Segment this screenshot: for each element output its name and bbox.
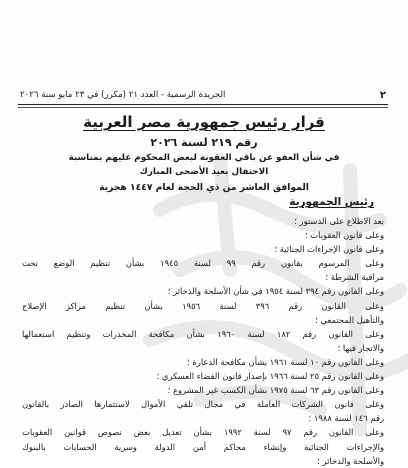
body-line: وعلى المرسوم بقانون رقم ٩٩ لسنة ١٩٤٥ بشأن تنظيم الوضع تحت: [22, 258, 384, 269]
body-line: وعلى القانون رقم ١٨٢ لسنة ١٩٦٠ بشأن مكافحة المخدرات وتنظيم استعمالها: [22, 328, 384, 339]
body-line: مراقبة الشرطة ؛: [325, 272, 384, 283]
body-line: بعد الاطلاع على الدستور ؛: [294, 216, 384, 226]
decree-subject-line: الاحتفال بعيد الأضحى المبارك: [139, 167, 269, 177]
decree-date: الموافق العاشر من ذي الحجة لعام ١٤٤٧ هجرية: [99, 182, 309, 193]
body-line: وعلى القانون رقم ٣٩٦ لسنة ١٩٥٦ بشأن تنظيم مراكز الإصلاح: [22, 300, 384, 311]
body-line: وعلى القانون رقم ٢٥ لسنة ١٩٦٦ بإصدار قانون القضاء العسكري ؛: [156, 371, 384, 382]
body-line: وعلى القانون رقم ٣٩٤ لسنة ١٩٥٤ في شأن الأسلحة والذخائر ؛: [167, 286, 384, 297]
header-rule: [18, 104, 388, 105]
body-line: وعلى قانون الشركات العاملة في مجال تلقي الأموال لاستثمارها الصادر بالقانون: [22, 399, 384, 410]
running-head: [20, 88, 386, 102]
decree-title: قرار رئيس جمهورية مصر العربية: [83, 113, 325, 131]
body-line: وعلى القانون رقم ١٠ لسنة ١٩٦١ بشأن مكافحة الدعارة ؛: [187, 356, 384, 367]
body-line: وعلى القانون رقم ٦٣ لسنة ١٩٧٥ بشأن الكسب غير المشروع ؛: [167, 385, 384, 396]
president-heading: رئيس الجمهورية: [289, 196, 374, 208]
decree-subject: [50, 151, 358, 179]
page-number: ٢: [379, 89, 386, 101]
body-line: والتأهيل المجتمعي ؛: [315, 314, 384, 325]
body-line: والإجراءات الجنائية وإنشاء محاكم أمن الدولة وسرية الحسابات بالبنوك: [22, 441, 384, 452]
decree-subject-line: في شأن العفو عن باقي العقوبة لبعض المحكوم عليهم بمناسبة: [68, 153, 340, 163]
body-line: وعلى قانون الإجراءات الجنائية ؛: [274, 244, 384, 255]
issue-line: الجريدة الرسمية - العدد ٢١ (مكرر) في ٢٣ مايو سنة ٢٠٢٦: [20, 90, 226, 100]
header-rule-thin: [18, 107, 388, 108]
body-line: والاتجار فيها ؛: [337, 342, 384, 353]
body-line: والأسلحة والذخائر ؛: [317, 455, 384, 466]
decree-number: رقم ٢١٩ لسنة ٢٠٢٦: [150, 136, 258, 149]
decree-body: [22, 214, 384, 468]
body-line: رقم ١٤٦ لسنة ١٩٨٨ ؛: [308, 413, 384, 424]
body-line: وعلى قانون العقوبات ؛: [304, 230, 384, 241]
body-line: وعلى القانون رقم ٩٧ لسنة ١٩٩٢ بشأن تعديل بعض نصوص قوانين العقوبات: [22, 427, 384, 438]
